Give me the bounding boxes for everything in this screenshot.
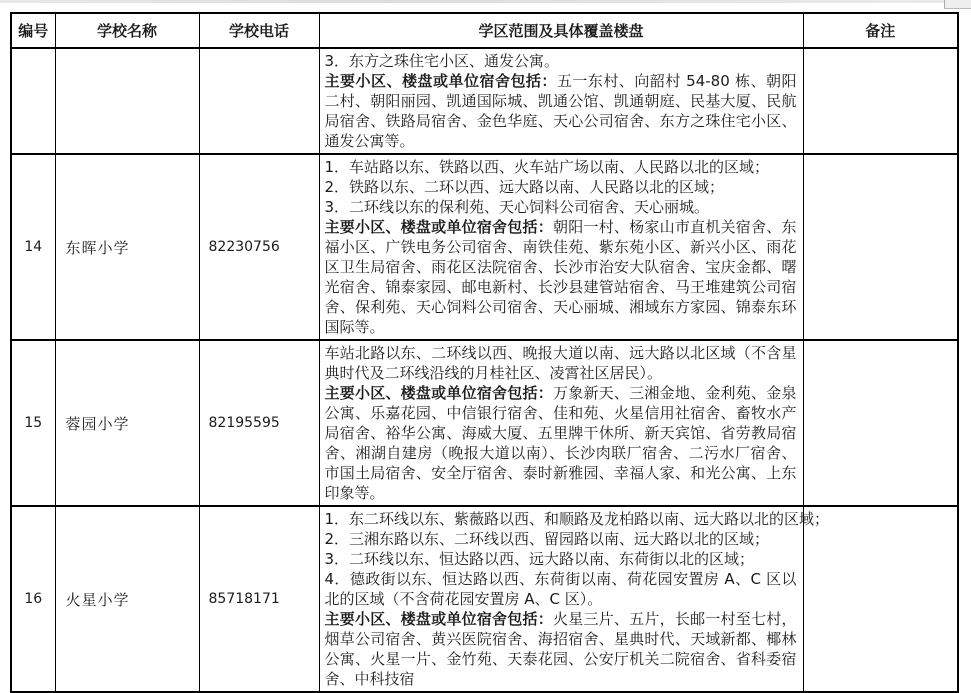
- district-paragraph: [325, 217, 797, 337]
- district-bold-label: 主要小区、楼盘或单位宿舍包括：: [324, 384, 553, 402]
- district-text: 五一东村、向韶村 54-80 栋、朝阳二村、朝阳丽园、凯通国际城、凯通公馆、凯通朝庭、民基大厦、民航局宿舍、铁路局宿舍、金色华庭、天心公司宿舍、东方之珠住宅小区、通发公寓等。: [324, 72, 797, 150]
- district-text: 4．德政街以东、恒达路以西、东荷街以南、荷花园安置房 A、C 区以北的区域（不含荷花园安置房 A、C 区）。: [324, 570, 797, 608]
- district-text: 朝阳一村、杨家山市直机关宿舍、东福小区、广铁电务公司宿舍、南铁佳苑、紫东苑小区、新兴小区、雨花区卫生局宿舍、雨花区法院宿舍、长沙市治安大队宿舍、宝庆金都、曙光宿舍、锦泰家园、邮电新村、长沙县建管站宿舍、马王堆建筑公司宿舍、保利苑、天心饲料公司宿舍、天心丽城、湘域东方家园、锦泰东环国际等。: [324, 218, 797, 336]
- school-name-cell: [55, 48, 199, 154]
- scan-artifact-top-right: [944, 0, 971, 9]
- row-number-cell: 16: [11, 506, 55, 692]
- district-paragraph: [325, 383, 797, 503]
- district-text: 1．东二环线以东、紫薇路以西、和顺路及龙柏路以南、远大路以北的区域；: [324, 510, 830, 528]
- column-header-school-phone: 学校电话: [199, 13, 319, 48]
- district-text: 2．三湘东路以东、二环线以西、留园路以南、远大路以北的区域；: [324, 530, 770, 548]
- district-text: 3．二环线以东、恒达路以西、远大路以南、东荷街以北的区域；: [324, 550, 755, 568]
- district-text: 万象新天、三湘金地、金利苑、金泉公寓、乐嘉花园、中信银行宿舍、佳和苑、火星信用社宿舍、畜牧水产局宿舍、裕华公寓、海威大厦、五里牌干休所、新天宾馆、省劳教局宿舍、湘湖自建房（晚报大道以南）、长沙肉联厂宿舍、二污水厂宿舍、市国土局宿舍、安全厅宿舍、泰时新雅园、幸福人家、和光公寓、上东印象等。: [324, 384, 797, 502]
- school-phone-cell: 85718171: [199, 506, 319, 692]
- column-header-remark: 备注: [803, 13, 958, 48]
- district-text: 火星三片、五片，长邮一村至七村，烟草公司宿舍、黄兴医院宿舍、海招宿舍、星典时代、天域新都、椰林公寓、火星一片、金竹苑、天泰花园、公安厅机关二院宿舍、省科委宿舍、中科技宿: [324, 610, 797, 688]
- district-boundary-line: [324, 509, 830, 529]
- district-bold-label: 主要小区、楼盘或单位宿舍包括：: [324, 72, 557, 90]
- school-phone-cell: 82195595: [199, 340, 319, 506]
- school-name-cell: 火星小学: [55, 506, 199, 692]
- district-bold-label: 主要小区、楼盘或单位宿舍包括：: [324, 610, 553, 628]
- column-header-school-name: 学校名称: [55, 13, 199, 48]
- district-text: 1．车站路以东、铁路以西、火车站广场以南、人民路以北的区域；: [324, 158, 770, 176]
- district-range-cell: [319, 340, 803, 506]
- remark-cell: [803, 154, 958, 340]
- remark-cell: [803, 48, 958, 154]
- district-range-cell: [319, 154, 803, 340]
- district-boundary-line: [325, 157, 797, 177]
- table-header-row: [11, 13, 958, 48]
- table-row: [11, 48, 958, 154]
- row-number-cell: [11, 48, 55, 154]
- row-number-cell: 14: [11, 154, 55, 340]
- table-row: [11, 154, 958, 340]
- district-boundary-line: [325, 51, 797, 71]
- district-bold-label: 主要小区、楼盘或单位宿舍包括：: [324, 218, 553, 236]
- scan-artifact-top-edge: [0, 0, 971, 3]
- school-phone-cell: 82230756: [199, 154, 319, 340]
- column-header-number: 编号: [11, 13, 55, 48]
- district-range-cell: [319, 48, 803, 154]
- school-phone-cell: [199, 48, 319, 154]
- district-text: 2．铁路以东、二环以西、远大路以南、人民路以北的区域；: [324, 178, 725, 196]
- district-boundary-line: [325, 529, 797, 549]
- district-text: 3．二环线以东的保利苑、天心饲料公司宿舍、天心丽城。: [324, 198, 710, 216]
- district-boundary-line: [325, 549, 797, 569]
- district-boundary-line: [325, 177, 797, 197]
- column-header-district-range: 学区范围及具体覆盖楼盘: [319, 13, 803, 48]
- row-number-cell: 15: [11, 340, 55, 506]
- remark-cell: [803, 340, 958, 506]
- table-row: [11, 506, 958, 692]
- district-range-cell: [319, 506, 830, 692]
- district-paragraph: [325, 71, 797, 151]
- district-boundary-line: [325, 197, 797, 217]
- school-name-cell: 蓉园小学: [55, 340, 199, 506]
- district-paragraph: [325, 569, 797, 609]
- table-row: [11, 340, 958, 506]
- remark-cell: [803, 506, 958, 692]
- table-body: [11, 48, 958, 692]
- district-paragraph: [325, 609, 797, 689]
- school-district-table: [10, 12, 959, 693]
- district-text: 车站北路以东、二环线以西、晚报大道以南、远大路以北区域（不含星典时代及二环线沿线的月桂社区、凌霄社区居民）。: [324, 344, 797, 382]
- district-text: 3．东方之珠住宅小区、通发公寓。: [324, 52, 560, 70]
- district-paragraph: [325, 343, 797, 383]
- school-name-cell: 东晖小学: [55, 154, 199, 340]
